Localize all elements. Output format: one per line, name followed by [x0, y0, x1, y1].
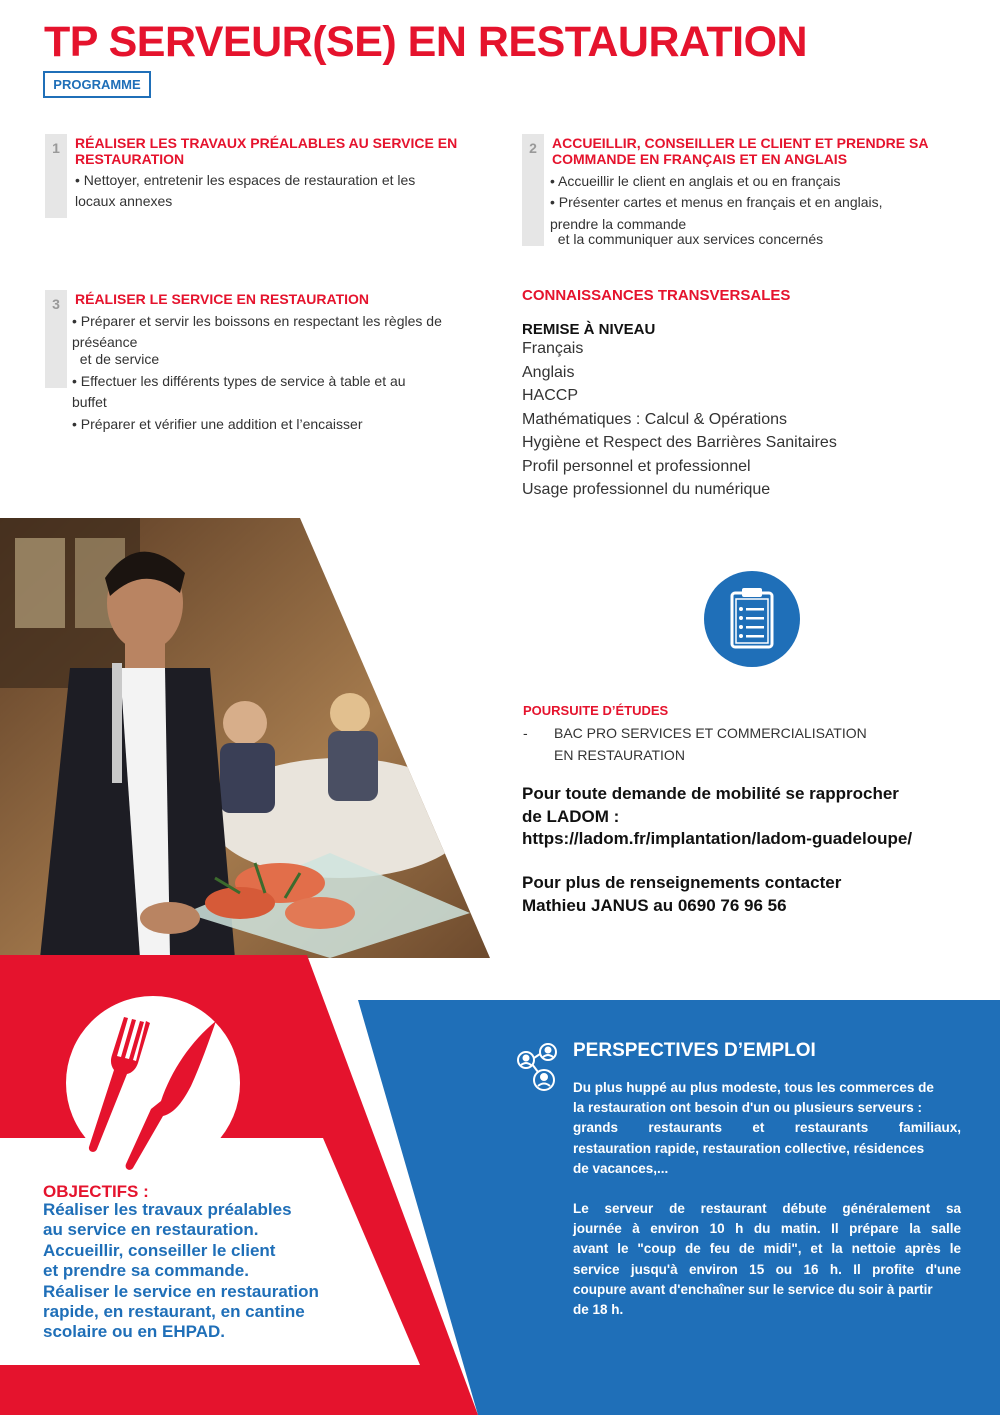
remise-heading: REMISE À NIVEAU [522, 321, 656, 338]
section-item-line: locaux annexes [75, 193, 173, 209]
perspectives-line: avant le "coup de feu de midi", et la nettoie après le [573, 1241, 961, 1257]
perspectives-line: de vacances,... [573, 1160, 669, 1176]
waiter-illustration [0, 518, 490, 958]
section-item-line: buffet [72, 394, 107, 410]
section-number: 2 [522, 134, 544, 246]
objectifs-heading: OBJECTIFS : [43, 1182, 149, 1201]
list-item: HACCP [522, 387, 579, 404]
perspectives-line: grands restaurants et restaurants familiaux, [573, 1120, 961, 1136]
perspectives-para-1 [573, 1078, 961, 1179]
list-item: Mathématiques : Calcul & Opérations [522, 410, 788, 428]
objectifs-list [43, 1200, 319, 1343]
fork-knife-icon [66, 996, 240, 1170]
objectif-line: Réaliser le service en restauration [43, 1281, 319, 1301]
perspectives-line: Du plus huppé au plus modeste, tous les commerces de [573, 1080, 934, 1095]
section-item-line: • Préparer et servir les boissons en respectant les règles de [72, 313, 442, 329]
info-contact [522, 872, 841, 917]
objectif-line: et prendre sa commande. [43, 1261, 249, 1281]
connaissances-list [522, 337, 837, 502]
section-title-line: ACCUEILLIR, CONSEILLER LE CLIENT ET PRENDRE SA [552, 135, 929, 151]
objectif-line: scolaire ou en EHPAD. [43, 1322, 226, 1342]
perspectives-para-2 [573, 1199, 961, 1320]
mobility-contact [522, 783, 912, 851]
section-number: 3 [45, 290, 67, 388]
people-network-icon [510, 1040, 566, 1096]
list-item: Anglais [522, 363, 575, 381]
section-item-line: • Nettoyer, entretenir les espaces de restauration et les [75, 172, 416, 188]
perspectives-line: coupure avant d'enchaîner sur le service du soir à partir [573, 1281, 933, 1297]
section-title-line: RÉALISER LE SERVICE EN RESTAURATION [75, 291, 370, 307]
section-item-line: prendre la commande [550, 216, 687, 232]
perspectives-line: journée à environ 10 h du matin. Il prépare la salle [573, 1221, 961, 1237]
perspectives-line: de 18 h. [573, 1302, 624, 1318]
waiter-photo [0, 518, 490, 958]
programme-badge: PROGRAMME [43, 71, 151, 98]
section-item-line: • Accueillir le client en anglais et ou en français [550, 173, 841, 189]
section-3 [45, 290, 490, 432]
section-item-line: et de service [72, 351, 160, 367]
poursuite-heading: POURSUITE D’ÉTUDES [523, 703, 669, 718]
section-2 [522, 134, 962, 246]
section-1 [45, 134, 485, 218]
perspectives-line: Le serveur de restaurant débute généralement sa [573, 1201, 961, 1216]
info-line: Pour plus de renseignements contacter [522, 873, 842, 892]
section-item-line: • Présenter cartes et menus en français et en anglais, [550, 194, 883, 210]
objectif-line: rapide, en restaurant, en cantine [43, 1302, 305, 1322]
poursuite-line: BAC PRO SERVICES ET COMMERCIALISATION [554, 725, 867, 741]
page-title: TP SERVEUR(SE) EN RESTAURATION [44, 18, 808, 66]
objectif-line: Accueillir, conseiller le client [43, 1240, 276, 1260]
section-item-line: • Préparer et vérifier une addition et l’encaisser [72, 416, 363, 432]
list-item: Hygiène et Respect des Barrières Sanitaires [522, 434, 837, 451]
section-number: 1 [45, 134, 67, 218]
poursuite-dash: - [523, 725, 528, 741]
ladom-link[interactable]: https://ladom.fr/implantation/ladom-guadeloupe/ [522, 829, 913, 848]
perspectives-line: restauration rapide, restauration collective, résidences [573, 1140, 925, 1156]
clipboard-icon [704, 571, 800, 667]
objectif-line: Réaliser les travaux préalables [43, 1200, 292, 1219]
section-item-line: préséance [72, 334, 138, 350]
list-item: Profil personnel et professionnel [522, 457, 751, 475]
connaissances-heading: CONNAISSANCES TRANSVERSALES [522, 287, 791, 304]
section-title-line: RÉALISER LES TRAVAUX PRÉALABLES AU SERVICE EN [75, 135, 458, 151]
list-item: Usage professionnel du numérique [522, 481, 771, 498]
perspectives-line: service jusqu'à environ 15 ou 16 h. Il profite d'une [573, 1261, 961, 1277]
mobility-line: Pour toute demande de mobilité se rapprocher [522, 784, 899, 803]
perspectives-line: la restauration ont besoin d'un ou plusieurs serveurs : [573, 1100, 923, 1116]
poursuite-line: EN RESTAURATION [554, 747, 685, 763]
objectif-line: au service en restauration. [43, 1220, 259, 1240]
info-line: Mathieu JANUS au 0690 76 96 56 [522, 895, 787, 915]
section-title-line: COMMANDE EN FRANÇAIS ET EN ANGLAIS [552, 151, 848, 167]
section-item-line: • Effectuer les différents types de service à table et au [72, 373, 406, 389]
list-item: Français [522, 340, 584, 357]
mobility-line: de LADOM : [522, 806, 620, 826]
perspectives-heading: PERSPECTIVES D’EMPLOI [573, 1040, 816, 1061]
section-title-line: RESTAURATION [75, 151, 185, 167]
section-item-line: et la communiquer aux services concernés [550, 231, 824, 247]
